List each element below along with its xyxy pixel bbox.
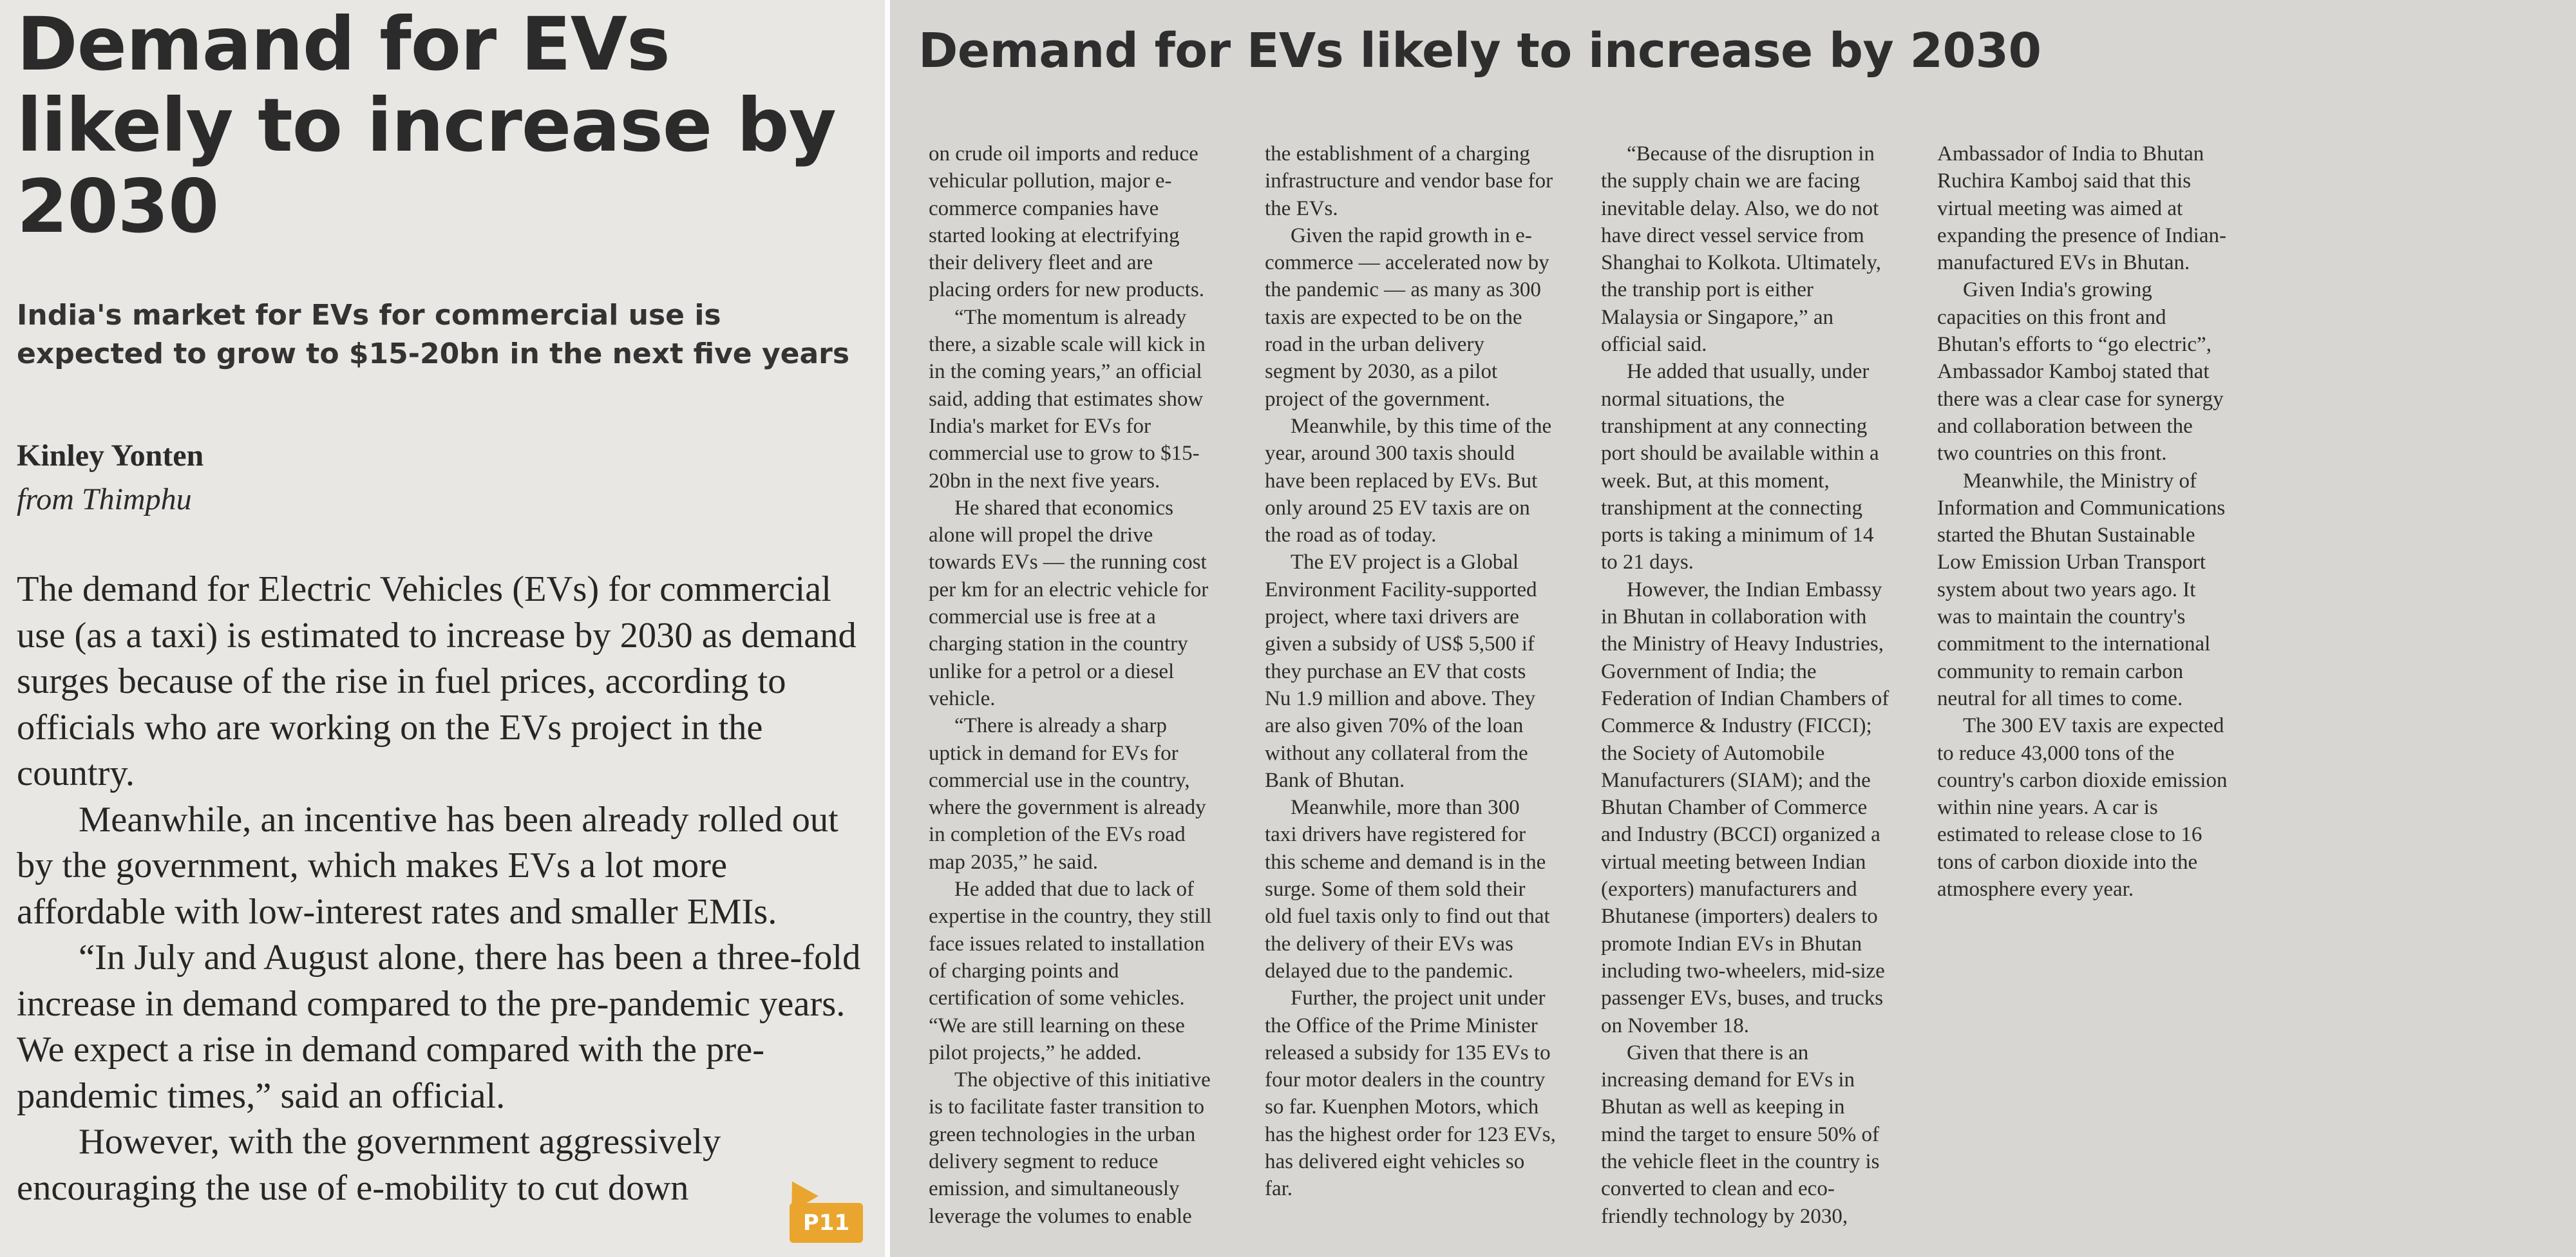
inside-paragraph: He added that due to lack of expertise in the country, they still face issues related to installation of charging points and certification of some vehicles. “We are still learning on these pilot projects,” he added.	[929, 878, 1212, 1064]
inside-paragraph: However, the Indian Embassy in Bhutan in collaboration with the Ministry of Heavy Industries, Government of India; the Federation of Indian Chambers of Commerce & Industry (FICCI); the Society of Automobile Manufacturers (SIAM); and the Bhutan Chamber of Commerce and Industry (BCCI) organized a virtual meeting between Indian (exporters) manufacturers and Bhutanese (importers) dealers to promote Indian EVs in Bhutan including two-wheelers, mid-size passenger EVs, buses, and trucks on November 18.	[1601, 578, 1889, 1037]
inside-paragraph: Meanwhile, the Ministry of Information and Communications started the Bhutan Sustainable Low Emission Urban Transport system about two years ago. It was to maintain the country's commitment to the international community to remain carbon neutral for all times to come.	[1937, 469, 2226, 710]
front-page-scan	[0, 0, 885, 1257]
inside-paragraph: Meanwhile, by this time of the year, around 300 taxis should have been replaced by EVs. But only around 25 EV taxis are on the road as of today.	[1265, 414, 1552, 547]
inside-paragraph: on crude oil imports and reduce vehicular pollution, major e-commerce companies have started looking at electrifying their delivery fleet and are placing orders for new products.	[929, 142, 1204, 302]
inside-paragraph: “There is already a sharp uptick in demand for EVs for commercial use in the country, where the government is already in completion of the EVs road map 2035,” he said.	[929, 714, 1206, 874]
inside-headline: Demand for EVs likely to increase by 2030	[918, 23, 2041, 79]
inside-paragraph: The EV project is a Global Environment Facility-supported project, where taxi drivers are given a subsidy of US$ 5,500 if they purchase an EV that costs Nu 1.9 million and above. They are also given 70% of the loan without any collateral from the Bank of Bhutan.	[1265, 551, 1537, 792]
scan-divider	[885, 0, 890, 1257]
byline: Kinley Yonten	[17, 439, 204, 473]
inside-paragraph: Given the rapid growth in e-commerce — accelerated now by the pandemic — as many as 300 taxis are expected to be on the road in the urban delivery segment by 2030, as a pilot project of the government.	[1265, 223, 1549, 411]
inside-paragraph: “The momentum is already there, a sizable scale will kick in in the coming years,” an official said, adding that estimates show India's market for EVs for commercial use to grow to $15-20bn in the next five years.	[929, 305, 1206, 493]
front-headline: Demand for EVs likely to increase by 2030	[17, 1, 836, 249]
dateline: from Thimphu	[17, 482, 192, 516]
inside-paragraph: The objective of this initiative is to facilitate faster transition to green technologies in the urban delivery segment to reduce emission, and simultaneously leverage the volumes to enable the establishment of a charging infrastructure and vendor base for the EVs.	[929, 142, 1553, 1228]
front-paragraph: “In July and August alone, there has been a three-fold increase in demand compared to the pre-pandemic years. We expect a rise in demand compared with the pre-pandemic times,” said an official.	[17, 938, 861, 1116]
inside-page-scan	[890, 0, 2576, 1257]
front-paragraph: However, with the government aggressively encouraging the use of e-mobility to cut down	[17, 1122, 721, 1208]
front-deck: India's market for EVs for commercial use is expected to grow to $15-20bn in the next five years	[17, 299, 850, 370]
inside-paragraph: The 300 EV taxis are expected to reduce 43,000 tons of the country's carbon dioxide emission within nine years. A car is estimated to release close to 16 tons of carbon dioxide into the atmosphere every year.	[1937, 714, 2228, 902]
inside-paragraph: Given India's growing capacities on this front and Bhutan's efforts to “go electric”, Ambassador Kamboj stated that there was a clear case for synergy and collaboration between the two countries on this front.	[1937, 278, 2224, 466]
front-paragraph: Meanwhile, an incentive has been already rolled out by the government, which makes EVs a lot more affordable with low-interest rates and smaller EMIs.	[17, 799, 838, 932]
front-paragraph: The demand for Electric Vehicles (EVs) for commercial use (as a taxi) is estimated to increase by 2030 as demand surges because of the rise in fuel prices, according to officials who are working on the EVs project in the country.	[17, 569, 857, 793]
continued-page-badge: P11	[790, 1203, 863, 1243]
article-columns	[929, 140, 2564, 1248]
inside-paragraph: He added that usually, under normal situations, the transhipment at any connecting port should be available within a week. But, at this moment, transhipment at the connecting ports is taking a minimum of 14 to 21 days.	[1601, 360, 1879, 574]
inside-paragraph: Given that there is an increasing demand for EVs in Bhutan as well as keeping in mind the target to ensure 50% of the vehicle fleet in the country is converted to clean and eco-friendly technology by 2030, Ambassador of India to Bhutan Ruchira Kamboj said that this virtual meeting was aimed at expanding the presence of Indian-manufactured EVs in Bhutan.	[1601, 142, 2226, 1228]
inside-paragraph: “Because of the disruption in the supply chain we are facing inevitable delay. Also, we do not have direct vessel service from Shanghai to Kolkota. Ultimately, the tranship port is either Malaysia or Singapore,” an official said.	[1601, 142, 1882, 357]
inside-paragraph: He shared that economics alone will propel the drive towards EVs — the running cost per km for an electric vehicle for commercial use is free at a charging station in the country unlike for a petrol or a diesel vehicle.	[929, 496, 1209, 710]
inside-paragraph: Meanwhile, more than 300 taxi drivers have registered for this scheme and demand is in the surge. Some of them sold their old fuel taxis only to find out that the delivery of their EVs was delayed due to the pandemic.	[1265, 796, 1550, 983]
inside-paragraph: Further, the project unit under the Office of the Prime Minister released a subsidy for 135 EVs to four motor dealers in the country so far. Kuenphen Motors, which has the highest order for 123 EVs, has delivered eight vehicles so far.	[1265, 987, 1556, 1201]
front-body	[17, 567, 867, 1211]
